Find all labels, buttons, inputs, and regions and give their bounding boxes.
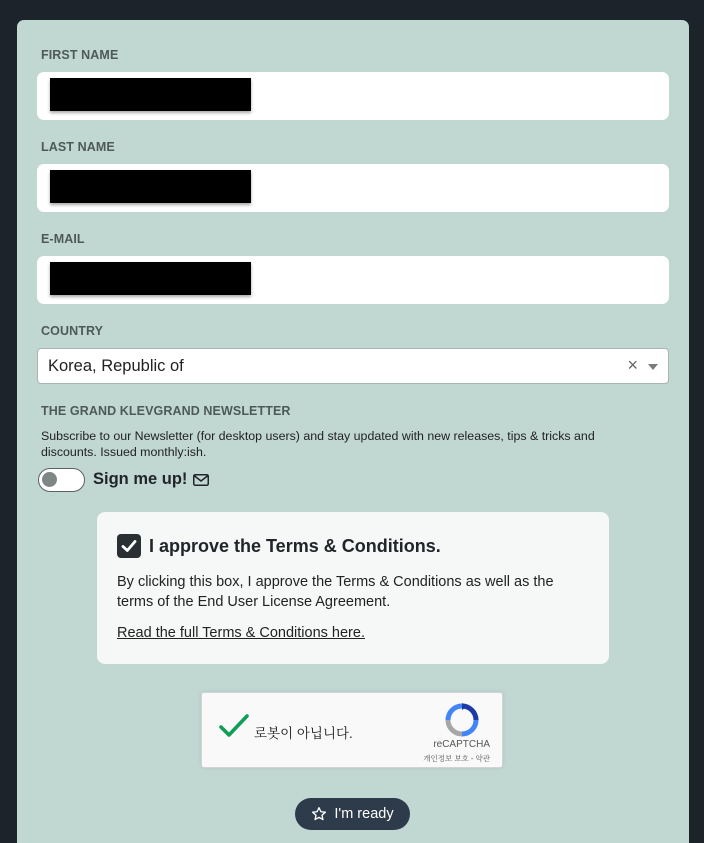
chevron-down-icon[interactable] xyxy=(648,364,658,370)
email-label: E-MAIL xyxy=(41,232,85,246)
country-value: Korea, Republic of xyxy=(48,357,184,375)
signup-form xyxy=(17,20,689,843)
envelope-icon xyxy=(193,474,209,486)
sign-me-up-text: Sign me up! xyxy=(93,470,188,488)
toggle-knob xyxy=(42,472,57,487)
terms-box xyxy=(97,512,609,664)
first-name-field[interactable] xyxy=(37,72,669,120)
redacted-value xyxy=(50,262,251,295)
checkmark-icon xyxy=(117,534,141,558)
email-field[interactable] xyxy=(37,256,669,304)
redacted-value xyxy=(50,170,251,203)
recaptcha-privacy-terms[interactable]: 개인정보 보호 - 약관 xyxy=(423,754,490,763)
last-name-label: LAST NAME xyxy=(41,140,115,154)
terms-body: By clicking this box, I approve the Terms & Conditions as well as the terms of the End User License Agreement. xyxy=(117,574,554,610)
first-name-label: FIRST NAME xyxy=(41,48,119,62)
recaptcha-widget xyxy=(201,692,503,768)
captcha-check-icon[interactable] xyxy=(218,713,250,741)
star-icon xyxy=(311,806,327,822)
country-select[interactable] xyxy=(37,348,669,384)
country-label: COUNTRY xyxy=(41,324,104,338)
terms-checkbox[interactable] xyxy=(117,534,141,558)
recaptcha-brand: reCAPTCHA xyxy=(433,739,490,750)
newsletter-toggle-label[interactable] xyxy=(93,470,209,489)
clear-icon[interactable]: × xyxy=(627,355,638,375)
newsletter-label: THE GRAND KLEVGRAND NEWSLETTER xyxy=(41,404,291,418)
im-ready-label: I'm ready xyxy=(334,806,394,822)
redacted-value xyxy=(50,78,251,111)
newsletter-description: Subscribe to our Newsletter (for desktop users) and stay updated with new releases, tips & tricks and discounts. Issued monthly:ish. xyxy=(41,429,595,459)
im-ready-button[interactable] xyxy=(295,798,410,830)
recaptcha-logo-icon xyxy=(445,703,479,737)
newsletter-toggle[interactable] xyxy=(38,468,85,492)
terms-title[interactable]: I approve the Terms & Conditions. xyxy=(149,536,441,556)
last-name-field[interactable] xyxy=(37,164,669,212)
captcha-text: 로봇이 아닙니다. xyxy=(254,726,353,741)
terms-link[interactable]: Read the full Terms & Conditions here. xyxy=(117,625,365,641)
